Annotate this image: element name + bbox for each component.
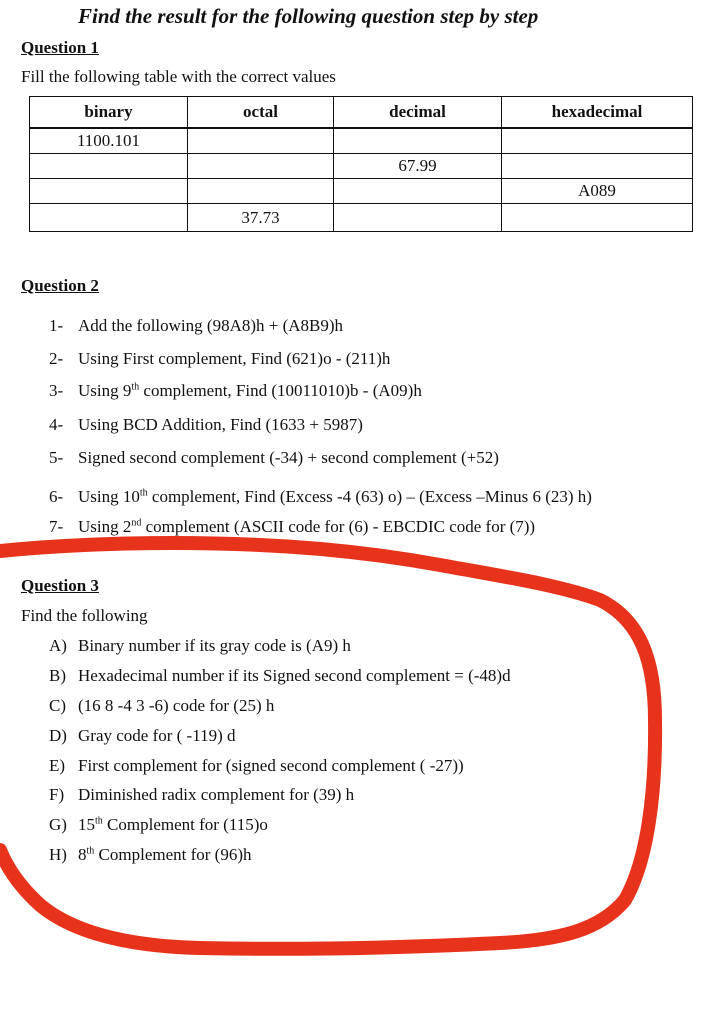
question-2-item [49, 316, 343, 336]
table-cell [334, 179, 502, 204]
question-3-item [49, 785, 354, 805]
item-text: Using 10 [78, 487, 140, 506]
question-2-item [49, 487, 592, 507]
ordinal-suffix: th [86, 845, 95, 857]
table-header-row [30, 97, 693, 129]
question-3-item [49, 726, 236, 746]
item-text: Binary number if its gray code is (A9) h [78, 636, 351, 655]
item-text: complement, Find (Excess -4 (63) o) – (Excess –Minus 6 (23) h) [147, 487, 592, 506]
question-1-heading: Question 1 [21, 38, 99, 57]
question-2-item [49, 381, 422, 401]
question-3-item [49, 756, 464, 776]
question-3-item [49, 696, 274, 716]
item-number: 7- [49, 517, 64, 536]
item-letter: H) [49, 845, 67, 864]
question-3-item [49, 636, 351, 656]
item-text: 8 [78, 845, 87, 864]
item-text: Hexadecimal number if its Signed second complement = (-48)d [78, 666, 511, 685]
question-3-item [49, 666, 511, 686]
table-cell [502, 128, 693, 154]
table-cell [30, 204, 188, 232]
table-cell [30, 179, 188, 204]
item-letter: B) [49, 666, 66, 685]
header-decimal: decimal [334, 97, 502, 129]
question-2-item [49, 415, 363, 435]
question-3-heading: Question 3 [21, 576, 99, 595]
item-letter: G) [49, 815, 67, 834]
item-letter: D) [49, 726, 67, 745]
item-text: Signed second complement (-34) + second complement (+52) [78, 448, 499, 467]
item-letter: F) [49, 785, 65, 804]
table-cell [502, 204, 693, 232]
table-cell: 37.73 [188, 204, 334, 232]
question-3-item [49, 845, 252, 865]
table-row [30, 128, 693, 154]
item-number: 4- [49, 415, 64, 434]
ordinal-suffix: nd [131, 517, 142, 529]
table-cell: 1100.101 [30, 128, 188, 154]
table-cell [502, 154, 693, 179]
item-text: complement (ASCII code for (6) - EBCDIC code for (7)) [141, 517, 536, 536]
item-letter: C) [49, 696, 66, 715]
question-2-heading: Question 2 [21, 276, 99, 295]
item-text: (16 8 -4 3 -6) code for (25) h [78, 696, 275, 715]
header-binary: binary [30, 97, 188, 129]
question-3-item [49, 815, 268, 835]
question-1-instruction: Fill the following table with the correct values [21, 67, 336, 86]
item-text: Complement for (96)h [94, 845, 252, 864]
item-letter: A) [49, 636, 67, 655]
item-text: Diminished radix complement for (39) h [78, 785, 355, 804]
table-cell: 67.99 [334, 154, 502, 179]
ordinal-suffix: th [131, 381, 140, 393]
table-cell [334, 128, 502, 154]
item-text: Using BCD Addition, Find (1633 + 5987) [78, 415, 363, 434]
table-row [30, 179, 693, 204]
question-2-item [49, 448, 499, 468]
table-cell [334, 204, 502, 232]
item-number: 1- [49, 316, 64, 335]
question-2-item [49, 517, 535, 537]
ordinal-suffix: th [139, 487, 148, 499]
number-conversion-table [29, 96, 693, 232]
item-number: 5- [49, 448, 64, 467]
table-cell [188, 154, 334, 179]
table-cell: A089 [502, 179, 693, 204]
item-text: Using 9 [78, 381, 132, 400]
item-letter: E) [49, 756, 66, 775]
header-hexadecimal: hexadecimal [502, 97, 693, 129]
item-number: 2- [49, 349, 64, 368]
table-cell [188, 128, 334, 154]
table-row [30, 204, 693, 232]
table-row [30, 154, 693, 179]
item-text: Complement for (115)o [102, 815, 268, 834]
item-text: First complement for (signed second complement ( -27)) [78, 756, 464, 775]
ordinal-suffix: th [95, 815, 103, 827]
item-text: complement, Find (10011010)b - (A09)h [139, 381, 422, 400]
question-3-instruction: Find the following [21, 606, 148, 625]
item-text: Gray code for ( -119) d [78, 726, 236, 745]
item-text: Add the following (98A8)h + (A8B9)h [78, 316, 344, 335]
item-text: Using 2 [78, 517, 132, 536]
header-octal: octal [188, 97, 334, 129]
table-cell [188, 179, 334, 204]
item-text: 15 [78, 815, 95, 834]
page-title: Find the result for the following question step by step [78, 4, 539, 28]
question-2-item [49, 349, 390, 369]
item-text: Using First complement, Find (621)o - (211)h [78, 349, 391, 368]
item-number: 3- [49, 381, 64, 400]
table-cell [30, 154, 188, 179]
item-number: 6- [49, 487, 64, 506]
